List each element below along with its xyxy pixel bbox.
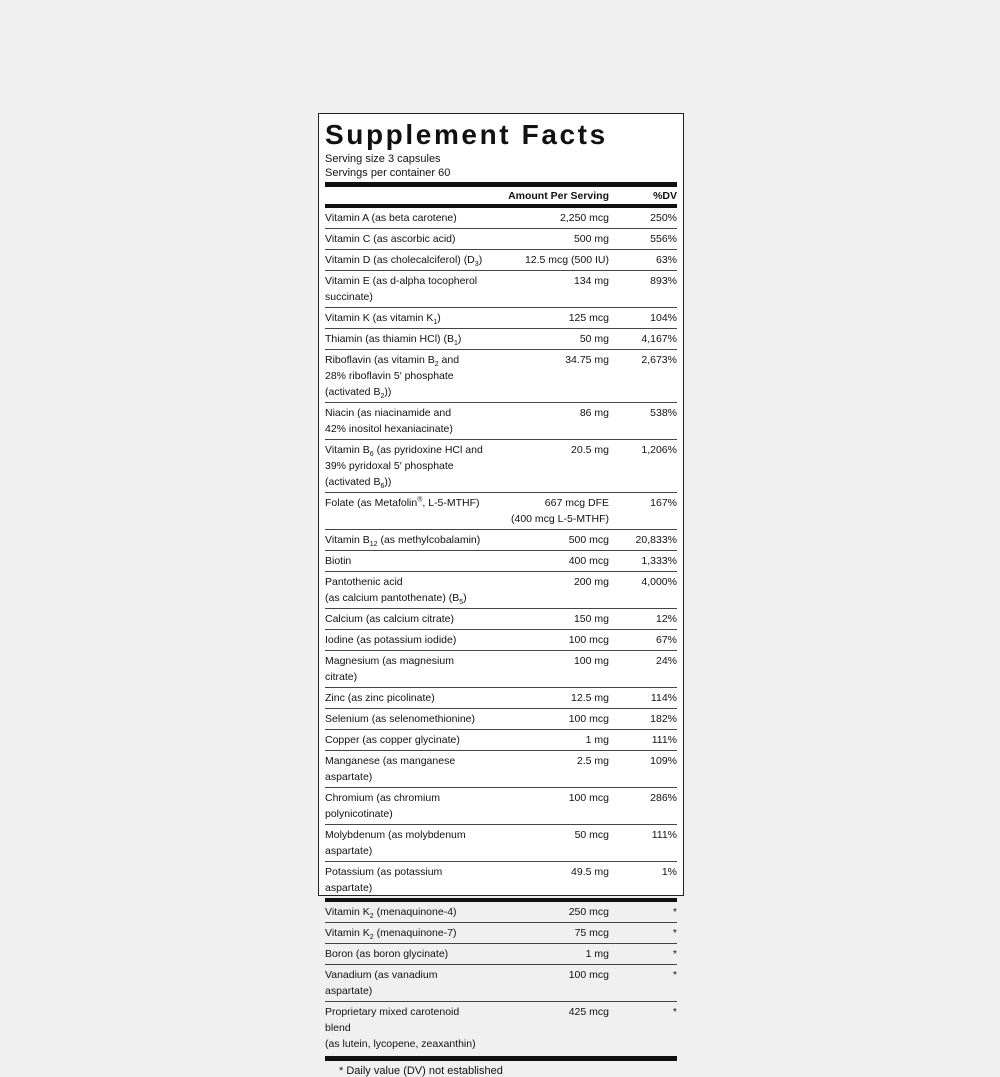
table-row — [325, 229, 677, 250]
nutrient-amount: 100 mcg — [568, 634, 609, 646]
nutrient-amount: 12.5 mcg (500 IU) — [524, 254, 609, 266]
nutrient-amount: 50 mcg — [574, 829, 609, 841]
nutrient-dv: 1,206% — [641, 444, 677, 456]
nutrient-name: Vitamin E (as d-alpha tocopherol succinate) — [325, 275, 478, 303]
nutrient-amount: 100 mcg — [568, 713, 609, 725]
nutrient-amount: 100 mcg — [568, 792, 609, 804]
nutrient-dv: 109% — [650, 755, 677, 767]
nutrient-dv: 104% — [650, 312, 677, 324]
nutrient-name: Vitamin $K_2$ (menaquinone-4) — [325, 906, 457, 921]
nutrient-dv: 1% — [661, 866, 677, 878]
nutrient-name: Iodine (as potassium iodide) — [325, 634, 457, 646]
table-row — [325, 271, 677, 308]
nutrient-name: Copper (as copper glycinate) — [325, 734, 460, 746]
table-row — [325, 965, 677, 1002]
nutrient-list-no-dv — [325, 902, 677, 1054]
nutrient-dv: 2,673% — [641, 354, 677, 366]
nutrient-name: Vitamin K (as vitamin $K_1$) — [325, 312, 441, 327]
header-dv: %DV — [653, 189, 677, 202]
nutrient-name: Pantothenic acid (as calcium pantothenate) $(B_5)$ — [325, 576, 467, 607]
table-row — [325, 751, 677, 788]
nutrient-amount: 425 mcg — [568, 1006, 609, 1018]
nutrient-dv: 4,167% — [641, 333, 677, 345]
table-row — [325, 329, 677, 350]
table-row — [325, 688, 677, 709]
nutrient-amount: 75 mcg — [574, 927, 609, 939]
footnote: * Daily value (DV) not established — [339, 1065, 503, 1077]
table-row — [325, 350, 677, 403]
nutrient-dv: 24% — [655, 655, 677, 667]
nutrient-name: Riboflavin (as vitamin $B_2$ and 28% riboflavin 5′ phosphate (activated $B_2$)) — [325, 354, 460, 401]
nutrient-amount: 400 mcg — [568, 555, 609, 567]
table-row — [325, 1002, 677, 1054]
nutrient-amount: 150 mg — [573, 613, 609, 625]
nutrient-amount: 86 mg — [579, 407, 609, 419]
nutrient-amount: 200 mg — [573, 576, 609, 588]
table-header — [325, 187, 677, 204]
nutrient-dv: 12% — [655, 613, 677, 625]
nutrient-dv: 556% — [650, 233, 677, 245]
nutrient-dv: 538% — [650, 407, 677, 419]
header-amount: Amount Per Serving — [508, 189, 609, 202]
table-row — [325, 651, 677, 688]
table-row — [325, 308, 677, 329]
nutrient-amount: 20.5 mg — [571, 444, 609, 456]
servings-per-container: Servings per container 60 — [325, 167, 451, 179]
nutrient-dv: 182% — [650, 713, 677, 725]
nutrient-amount: 100 mg — [573, 655, 609, 667]
table-row — [325, 572, 677, 609]
nutrient-name: Vitamin $B_{12}$ (as methylcobalamin) — [325, 534, 481, 549]
nutrient-list — [325, 208, 677, 898]
nutrient-dv: 20,833% — [635, 534, 677, 546]
nutrient-name: Biotin — [325, 555, 352, 567]
nutrient-amount: 2.5 mg — [576, 755, 609, 767]
nutrient-amount: 250 mcg — [568, 906, 609, 918]
nutrient-name: Vitamin $B_6$ (as pyridoxine HCl and 39% pyridoxal 5′ phosphate (activated $B_6$)) — [325, 444, 483, 491]
table-row — [325, 208, 677, 229]
table-row — [325, 609, 677, 630]
table-row — [325, 862, 677, 898]
table-row — [325, 493, 677, 530]
nutrient-dv: 167% — [650, 497, 677, 509]
nutrient-dv: 111% — [651, 829, 677, 841]
nutrient-dv: 286% — [650, 792, 677, 804]
nutrient-name: Chromium (as chromium polynicotinate) — [325, 792, 440, 820]
nutrient-name: Vitamin $K_2$ (menaquinone-7) — [325, 927, 457, 942]
nutrient-dv: 67% — [655, 634, 677, 646]
table-row — [325, 403, 677, 440]
panel-title: Supplement Facts — [325, 119, 608, 150]
table-row — [325, 709, 677, 730]
nutrient-dv: * — [672, 906, 677, 918]
table-row — [325, 551, 677, 572]
nutrient-dv: 250% — [650, 212, 677, 224]
nutrient-name: Magnesium (as magnesium citrate) — [325, 655, 454, 683]
nutrient-amount: 125 mcg — [568, 312, 609, 324]
table-row — [325, 250, 677, 271]
nutrient-name: Thiamin (as thiamin HCl) $(B_1)$ — [325, 333, 462, 348]
nutrient-name: Potassium (as potassium aspartate) — [325, 866, 443, 894]
table-row — [325, 530, 677, 551]
table-row — [325, 440, 677, 493]
nutrient-name: Niacin (as niacinamide and 42% inositol hexaniacinate) — [325, 407, 453, 435]
nutrient-dv: 114% — [650, 692, 677, 704]
nutrient-name: Folate (as Metafolin®, L-5-MTHF) — [325, 496, 480, 509]
nutrient-amount: 49.5 mg — [571, 866, 609, 878]
nutrient-name: Vitamin C (as ascorbic acid) — [325, 233, 456, 245]
nutrient-amount: 2,250 mcg — [559, 212, 609, 224]
nutrient-dv: 4,000% — [641, 576, 677, 588]
nutrient-name: Vitamin D (as cholecalciferol) $(D_3)$ — [325, 254, 483, 269]
serving-size: Serving size 3 capsules — [325, 153, 441, 165]
nutrient-dv: 111% — [651, 734, 677, 746]
table-row — [325, 630, 677, 651]
nutrient-name: Vanadium (as vanadium aspartate) — [325, 969, 438, 997]
table-row — [325, 788, 677, 825]
table-row — [325, 902, 677, 923]
nutrient-amount: 1 mg — [585, 734, 609, 746]
nutrient-name: Zinc (as zinc picolinate) — [325, 692, 435, 704]
nutrient-amount: 667 mcg DFE (400 mcg L-5-MTHF) — [510, 497, 609, 525]
nutrient-dv: 63% — [655, 254, 677, 266]
nutrient-dv: * — [672, 1006, 677, 1018]
nutrient-amount: 500 mg — [573, 233, 609, 245]
nutrient-dv: 893% — [650, 275, 677, 287]
nutrient-dv: * — [672, 948, 677, 960]
nutrient-amount: 1 mg — [585, 948, 609, 960]
supplement-facts-panel — [318, 113, 684, 1077]
nutrient-name: Vitamin A (as beta carotene) — [325, 212, 457, 224]
nutrient-name: Molybdenum (as molybdenum aspartate) — [325, 829, 466, 857]
nutrient-amount: 12.5 mg — [571, 692, 609, 704]
nutrient-amount: 100 mcg — [568, 969, 609, 981]
nutrient-amount: 50 mg — [579, 333, 609, 345]
nutrient-dv: 1,333% — [641, 555, 677, 567]
nutrient-amount: 500 mcg — [568, 534, 609, 546]
nutrient-name: Manganese (as manganese aspartate) — [325, 755, 456, 783]
nutrient-name: Selenium (as selenomethionine) — [325, 713, 475, 725]
table-row — [325, 730, 677, 751]
table-row — [325, 825, 677, 862]
nutrient-dv: * — [672, 927, 677, 939]
table-row — [325, 944, 677, 965]
nutrient-dv: * — [672, 969, 677, 981]
nutrient-name: Proprietary mixed carotenoid blend (as lutein, lycopene, zeaxanthin) — [325, 1006, 476, 1050]
table-row — [325, 923, 677, 944]
nutrient-name: Calcium (as calcium citrate) — [325, 613, 454, 625]
nutrient-amount: 34.75 mg — [565, 354, 609, 366]
nutrient-amount: 134 mg — [573, 275, 609, 287]
nutrient-name: Boron (as boron glycinate) — [325, 948, 449, 960]
